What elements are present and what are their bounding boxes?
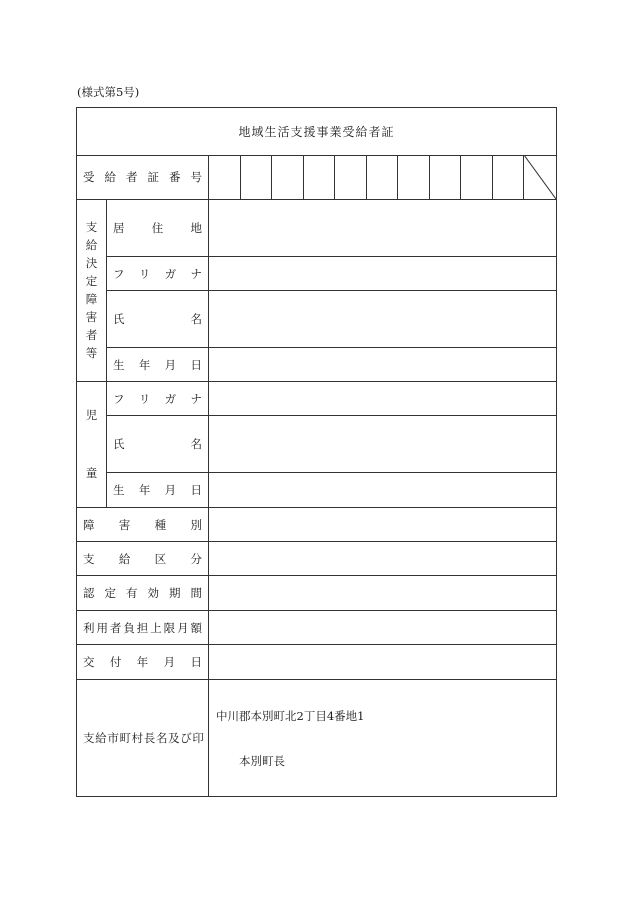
mayor-seal-label: 支 給 市 町 村 長 名 及 び 印 xyxy=(77,680,209,796)
payment-category-row xyxy=(77,542,556,576)
payee-birthdate-label: 生 年 月 日 xyxy=(107,348,209,381)
payee-name-field[interactable] xyxy=(209,291,556,347)
certification-period-field[interactable] xyxy=(209,576,556,610)
mayor-seal-row xyxy=(77,680,556,796)
payment-category-field[interactable] xyxy=(209,542,556,575)
child-birthdate-field[interactable] xyxy=(209,473,556,507)
disability-type-label: 障 害 種 別 xyxy=(77,508,209,541)
digit-cell-10[interactable] xyxy=(493,155,524,199)
child-name-label: 氏 名 xyxy=(107,416,209,472)
payee-furigana-field[interactable] xyxy=(209,257,556,290)
diagonal-strike xyxy=(524,155,556,199)
child-birthdate-row xyxy=(107,473,556,508)
mayor-address: 中川郡本別町北2丁目4番地1 xyxy=(216,709,365,723)
certification-period-label: 認 定 有 効 期 間 xyxy=(77,576,209,610)
digit-cell-7[interactable] xyxy=(398,155,430,199)
copay-limit-row xyxy=(77,611,556,645)
digit-cell-9[interactable] xyxy=(461,155,493,199)
issue-date-label: 交 付 年 月 日 xyxy=(77,645,209,679)
child-group-label: 児 童 xyxy=(77,382,107,508)
digit-cell-1[interactable] xyxy=(209,155,241,199)
copay-limit-label: 利 用 者 負 担 上 限 月 額 xyxy=(77,611,209,644)
payee-group-label: 支 給 決 定 障 害 者 等 xyxy=(77,200,107,382)
payment-category-label: 支 給 区 分 xyxy=(77,542,209,575)
certificate-form xyxy=(76,107,557,797)
payee-name-label: 氏 名 xyxy=(107,291,209,347)
payee-birthdate-field[interactable] xyxy=(209,348,556,381)
payee-furigana-label: フ リ ガ ナ xyxy=(107,257,209,290)
issue-date-row xyxy=(77,645,556,680)
digit-cell-2[interactable] xyxy=(241,155,272,199)
child-birthdate-label: 生 年 月 日 xyxy=(107,473,209,507)
payee-address-field[interactable] xyxy=(209,200,556,256)
recipient-number-cells[interactable] xyxy=(209,155,556,199)
copay-limit-field[interactable] xyxy=(209,611,556,644)
recipient-number-row xyxy=(77,155,556,200)
digit-cell-6[interactable] xyxy=(367,155,398,199)
mayor-name: 本別町長 xyxy=(239,754,285,768)
payee-address-row xyxy=(107,200,556,257)
recipient-number-label: 受 給 者 証 番 号 xyxy=(77,155,209,199)
child-name-row xyxy=(107,416,556,473)
digit-cell-3[interactable] xyxy=(272,155,304,199)
digit-cell-8[interactable] xyxy=(430,155,461,199)
child-furigana-row xyxy=(107,382,556,416)
form-title: 地域生活支援事業受給者証 xyxy=(77,108,556,156)
payee-name-row xyxy=(107,291,556,348)
disability-type-row xyxy=(77,508,556,542)
child-name-field[interactable] xyxy=(209,416,556,472)
issue-date-field[interactable] xyxy=(209,645,556,679)
certification-period-row xyxy=(77,576,556,611)
digit-cell-4[interactable] xyxy=(304,155,335,199)
payee-address-label: 居 住 地 xyxy=(107,200,209,256)
child-furigana-field[interactable] xyxy=(209,382,556,415)
digit-cell-5[interactable] xyxy=(335,155,367,199)
payee-birthdate-row xyxy=(107,348,556,382)
form-number-label: (様式第5号) xyxy=(77,85,140,99)
child-furigana-label: フ リ ガ ナ xyxy=(107,382,209,415)
disability-type-field[interactable] xyxy=(209,508,556,541)
digit-cell-11-diagonal xyxy=(524,155,556,199)
payee-furigana-row xyxy=(107,257,556,291)
